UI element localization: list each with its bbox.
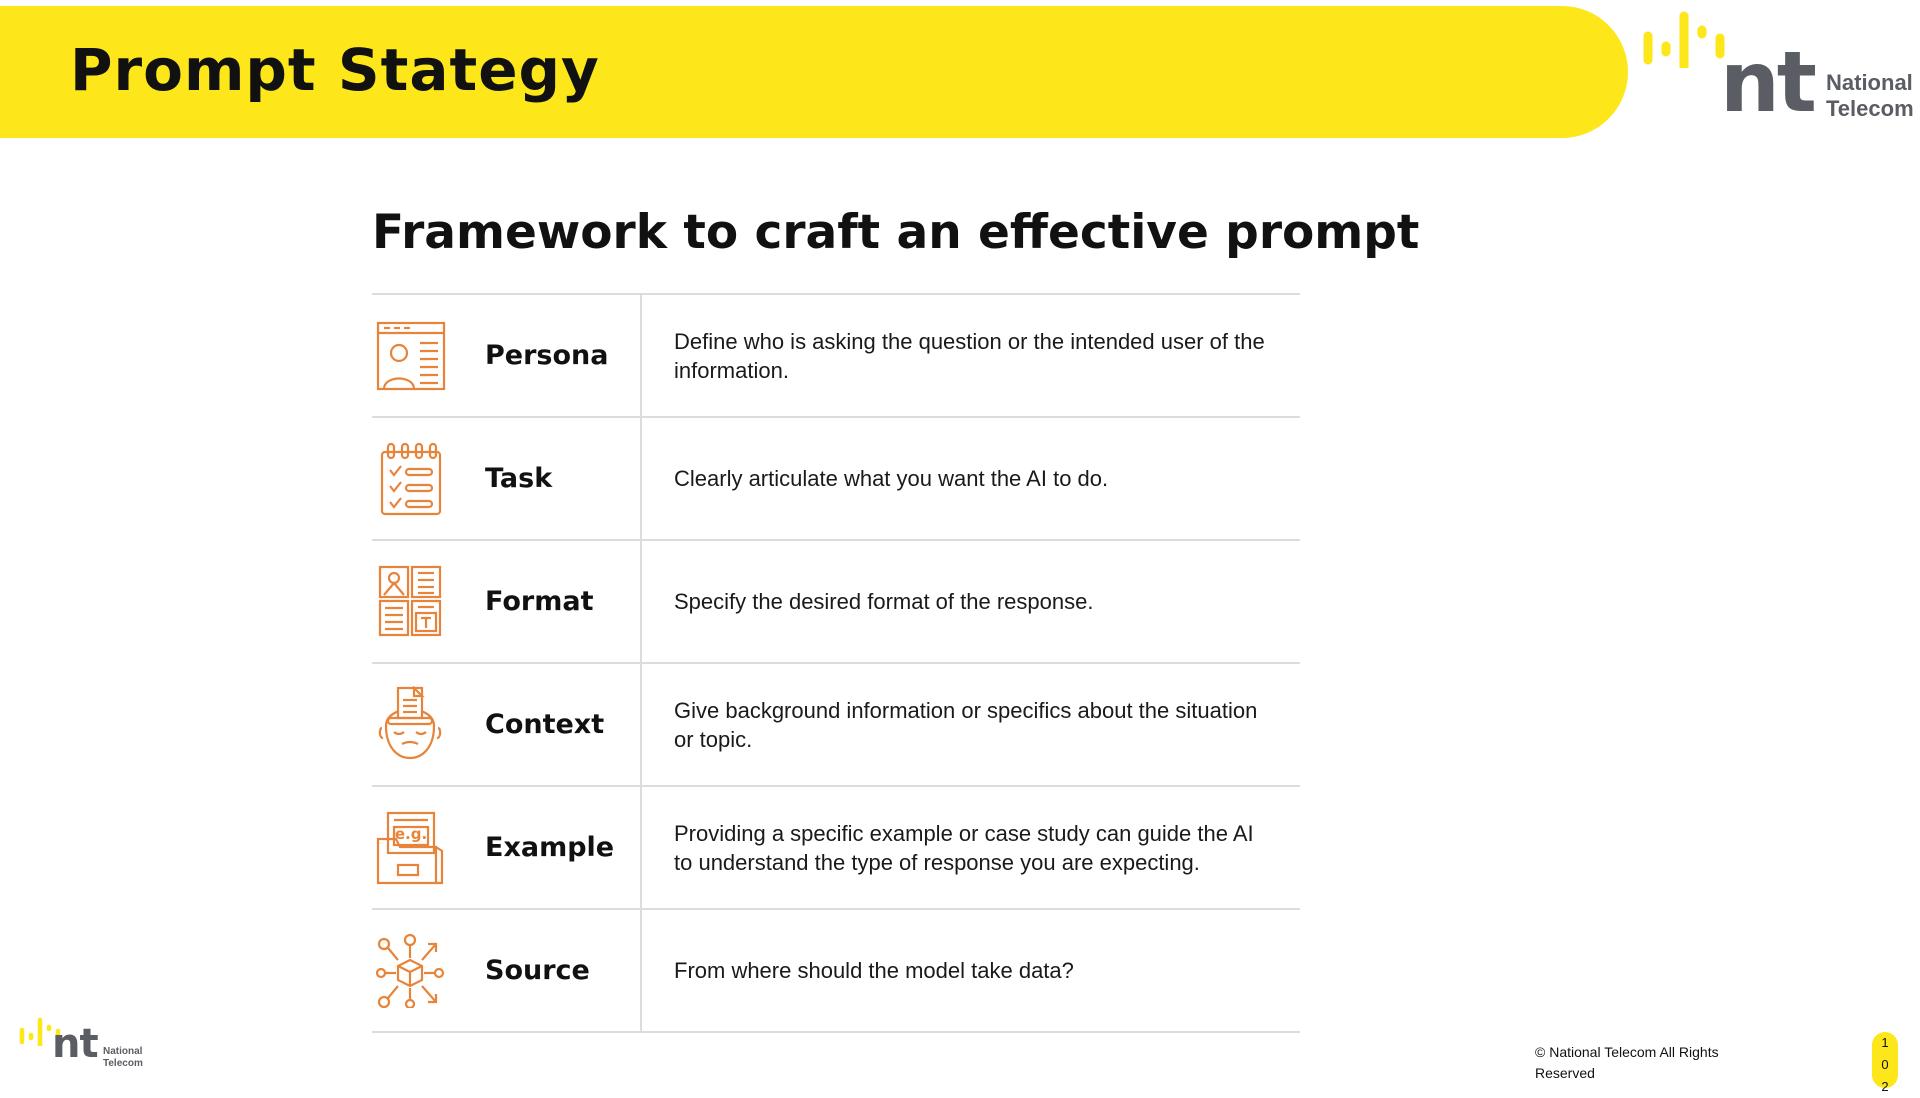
- logo-company-line1: National: [103, 1046, 143, 1057]
- row-term: Example: [485, 832, 615, 863]
- table-row: [372, 787, 1300, 910]
- row-description: Define who is asking the question or the intended user of the information.: [674, 328, 1265, 383]
- title-banner: [0, 6, 1628, 138]
- svg-text:e.g.: e.g.: [394, 825, 428, 843]
- row-term: Source: [485, 955, 590, 986]
- table-row: [372, 541, 1300, 664]
- column-divider: [640, 541, 642, 664]
- column-divider: [640, 787, 642, 910]
- source-network-icon: [374, 932, 446, 1008]
- logo-company-name: [1826, 70, 1914, 122]
- copyright-notice: © National Telecom All Rights Reserved: [1535, 1044, 1719, 1081]
- page-digit: 0: [1881, 1057, 1889, 1072]
- column-divider: [640, 418, 642, 541]
- table-row: [372, 295, 1300, 418]
- table-row: [372, 910, 1300, 1033]
- row-description: From where should the model take data?: [674, 958, 1074, 983]
- column-divider: [640, 910, 642, 1033]
- logo-wordmark: nt: [1720, 33, 1814, 131]
- row-term: Format: [485, 586, 594, 617]
- context-head-icon: [374, 686, 446, 762]
- page-digit: 1: [1881, 1035, 1889, 1050]
- framework-heading: Framework to craft an effective prompt: [372, 205, 1420, 260]
- table-row: [372, 664, 1300, 787]
- example-folder-icon: [374, 809, 446, 885]
- logo-wordmark: nt: [52, 1021, 98, 1067]
- row-term: Context: [485, 709, 605, 740]
- persona-icon: [374, 317, 446, 393]
- logo-company-line1: National: [1826, 70, 1913, 95]
- signal-bars-icon: [1640, 8, 1730, 68]
- logo-company-name: [103, 1046, 143, 1070]
- row-term: Task: [485, 463, 553, 494]
- logo-company-line2: Telecom: [103, 1058, 143, 1069]
- row-description: Clearly articulate what you want the AI to do.: [674, 466, 1109, 491]
- row-term: Persona: [485, 340, 609, 371]
- logo-company-line2: Telecom: [1826, 96, 1914, 121]
- nt-logo-small: [18, 1016, 158, 1072]
- row-description: Providing a specific example or case study can guide the AI to understand the type of response you are expecting.: [674, 820, 1254, 875]
- task-checklist-icon: [374, 440, 446, 516]
- page-digit: 2: [1881, 1079, 1889, 1094]
- nt-logo: [1640, 8, 1920, 131]
- row-description: Specify the desired format of the response.: [674, 589, 1094, 614]
- framework-table: [372, 293, 1300, 1033]
- row-description: Give background information or specifics about the situation or topic.: [674, 697, 1258, 752]
- column-divider: [640, 295, 642, 418]
- slide-title: Prompt Stategy: [70, 36, 600, 104]
- format-layout-icon: [374, 563, 446, 639]
- column-divider: [640, 664, 642, 787]
- table-row: [372, 418, 1300, 541]
